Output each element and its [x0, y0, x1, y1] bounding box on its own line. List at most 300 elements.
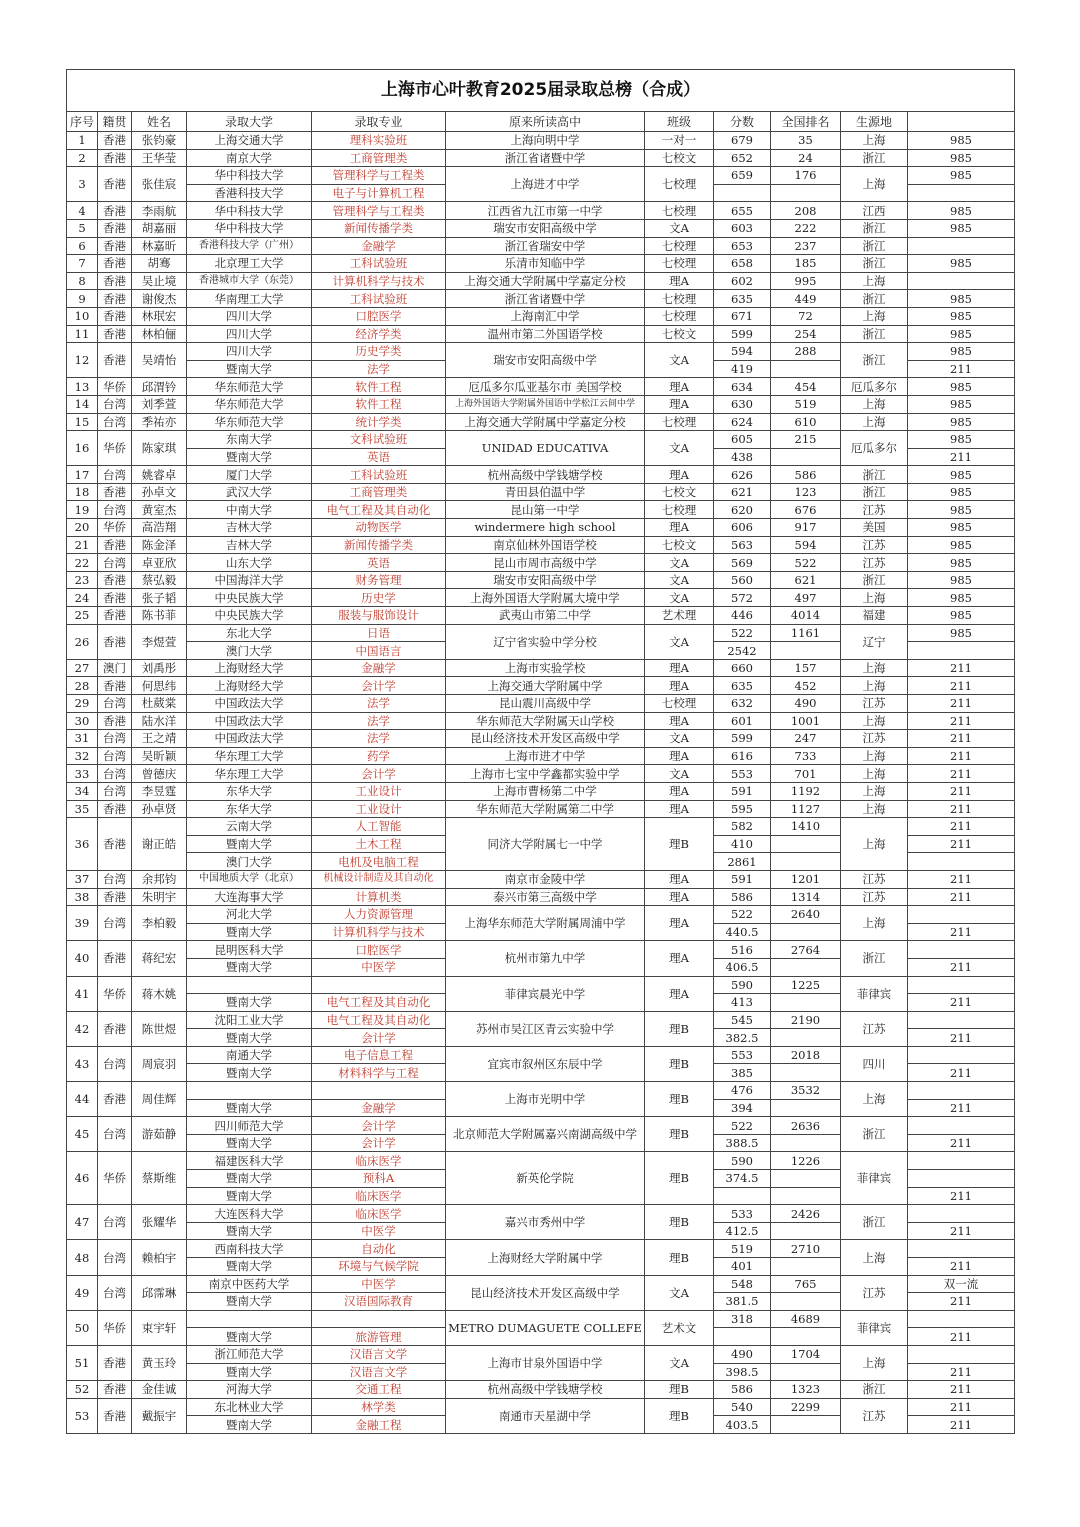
previous-high-school: 华东师范大学附属第二中学	[446, 800, 645, 818]
previous-high-school: 瑞安市安阳高级中学	[446, 343, 645, 378]
university-tier: 211	[908, 782, 1015, 800]
university-tier: 985	[908, 483, 1015, 501]
student-name: 蔡斯维	[132, 1152, 187, 1205]
student-name: 李煜萱	[132, 624, 187, 659]
source-region: 上海	[841, 906, 908, 941]
university-tier: 985	[908, 466, 1015, 484]
admitted-major	[312, 1082, 446, 1100]
university-tier	[908, 941, 1015, 959]
university-tier	[908, 1117, 1015, 1135]
score-value: 2861	[714, 853, 771, 871]
national-rank	[771, 642, 841, 660]
student-name: 高浩翔	[132, 519, 187, 537]
national-rank: 1314	[771, 888, 841, 906]
previous-high-school: 武夷山市第二中学	[446, 607, 645, 625]
class-type: 理A	[645, 800, 714, 818]
admitted-university: 暨南大学	[187, 923, 312, 941]
admitted-major: 会计学	[312, 677, 446, 695]
source-region: 上海	[841, 307, 908, 325]
student-name: 陈金泽	[132, 536, 187, 554]
admitted-major: 自动化	[312, 1240, 446, 1258]
record-origin: 台湾	[98, 1240, 132, 1275]
admitted-major: 动物医学	[312, 519, 446, 537]
record-origin: 香港	[98, 888, 132, 906]
score-value: 660	[714, 659, 771, 677]
record-origin: 台湾	[98, 501, 132, 519]
national-rank	[771, 1258, 841, 1276]
student-name: 林珉宏	[132, 307, 187, 325]
record-number: 18	[67, 483, 98, 501]
admitted-university: 四川大学	[187, 343, 312, 361]
previous-high-school: 青田县伯温中学	[446, 483, 645, 501]
source-region: 美国	[841, 519, 908, 537]
admitted-major: 电气工程及其自动化	[312, 501, 446, 519]
score-value: 440.5	[714, 923, 771, 941]
admitted-university: 暨南大学	[187, 1293, 312, 1311]
admitted-university: 暨南大学	[187, 1170, 312, 1188]
class-type: 文A	[645, 589, 714, 607]
student-name: 黄玉玲	[132, 1345, 187, 1380]
page-title: 上海市心叶教育2025届录取总榜（合成）	[66, 69, 1015, 111]
admitted-major: 工业设计	[312, 800, 446, 818]
admitted-university: 南京中医药大学	[187, 1275, 312, 1293]
table-row	[67, 906, 1015, 924]
admitted-major: 计算机科学与技术	[312, 272, 446, 290]
col-header-no: 序号	[67, 112, 98, 132]
table-row	[67, 607, 1015, 625]
university-tier: 211	[908, 712, 1015, 730]
record-origin: 香港	[98, 624, 132, 659]
table-row	[67, 536, 1015, 554]
score-value: 591	[714, 782, 771, 800]
national-rank	[771, 994, 841, 1012]
student-name: 张子韬	[132, 589, 187, 607]
score-value: 658	[714, 255, 771, 273]
score-value: 446	[714, 607, 771, 625]
table-row	[67, 431, 1015, 449]
record-origin: 香港	[98, 800, 132, 818]
source-region: 浙江	[841, 255, 908, 273]
university-tier: 211	[908, 1398, 1015, 1416]
admitted-major: 人工智能	[312, 818, 446, 836]
national-rank: 72	[771, 307, 841, 325]
col-header-major: 录取专业	[312, 112, 446, 132]
university-tier	[908, 906, 1015, 924]
national-rank: 497	[771, 589, 841, 607]
university-tier: 211	[908, 747, 1015, 765]
record-number: 48	[67, 1240, 98, 1275]
class-type: 文A	[645, 765, 714, 783]
national-rank: 676	[771, 501, 841, 519]
record-number: 25	[67, 607, 98, 625]
score-value: 595	[714, 800, 771, 818]
student-name: 谢俊杰	[132, 290, 187, 308]
national-rank: 917	[771, 519, 841, 537]
table-row	[67, 1205, 1015, 1223]
class-type: 理A	[645, 906, 714, 941]
admitted-university: 华中科技大学	[187, 219, 312, 237]
record-origin: 香港	[98, 290, 132, 308]
record-origin: 香港	[98, 712, 132, 730]
university-tier: 985	[908, 589, 1015, 607]
previous-high-school: 江西省九江市第一中学	[446, 202, 645, 220]
admitted-major: 计算机类	[312, 888, 446, 906]
admitted-major	[312, 1310, 446, 1328]
university-tier: 985	[908, 343, 1015, 361]
source-region: 浙江	[841, 237, 908, 255]
admitted-university: 华南理工大学	[187, 290, 312, 308]
national-rank: 586	[771, 466, 841, 484]
class-type: 文A	[645, 343, 714, 378]
header-row	[67, 112, 1015, 132]
university-tier: 985	[908, 536, 1015, 554]
record-origin: 香港	[98, 607, 132, 625]
student-name: 游茹静	[132, 1117, 187, 1152]
university-tier	[908, 1240, 1015, 1258]
previous-high-school: 瑞安市安阳高级中学	[446, 219, 645, 237]
score-value: 394	[714, 1099, 771, 1117]
record-number: 42	[67, 1011, 98, 1046]
score-value: 522	[714, 906, 771, 924]
national-rank: 1161	[771, 624, 841, 642]
class-type: 理A	[645, 712, 714, 730]
score-value: 599	[714, 325, 771, 343]
score-value: 318	[714, 1310, 771, 1328]
university-tier: 211	[908, 818, 1015, 836]
admitted-university: 暨南大学	[187, 994, 312, 1012]
national-rank: 222	[771, 219, 841, 237]
score-value: 560	[714, 571, 771, 589]
university-tier: 211	[908, 800, 1015, 818]
score-value: 385	[714, 1064, 771, 1082]
class-type: 七校理	[645, 307, 714, 325]
record-number: 2	[67, 149, 98, 167]
score-value	[714, 184, 771, 202]
national-rank: 519	[771, 395, 841, 413]
admitted-university: 武汉大学	[187, 483, 312, 501]
admitted-major: 历史学	[312, 589, 446, 607]
national-rank	[771, 1170, 841, 1188]
record-origin: 香港	[98, 536, 132, 554]
source-region: 江苏	[841, 554, 908, 572]
university-tier: 985	[908, 554, 1015, 572]
national-rank: 2299	[771, 1398, 841, 1416]
source-region: 江苏	[841, 695, 908, 713]
admitted-university: 香港科技大学（广州）	[187, 237, 312, 255]
score-value: 603	[714, 219, 771, 237]
university-tier: 985	[908, 607, 1015, 625]
record-number: 7	[67, 255, 98, 273]
national-rank	[771, 853, 841, 871]
record-origin: 台湾	[98, 782, 132, 800]
table-row	[67, 800, 1015, 818]
student-name: 王华莹	[132, 149, 187, 167]
admitted-university: 南通大学	[187, 1046, 312, 1064]
record-number: 4	[67, 202, 98, 220]
source-region: 江苏	[841, 1275, 908, 1310]
student-name: 胡骞	[132, 255, 187, 273]
admitted-major: 财务管理	[312, 571, 446, 589]
table-row	[67, 483, 1015, 501]
table-row	[67, 132, 1015, 150]
admitted-major: 药学	[312, 747, 446, 765]
admitted-university: 东南大学	[187, 431, 312, 449]
previous-high-school: 浙江省诸暨中学	[446, 149, 645, 167]
class-type: 理A	[645, 466, 714, 484]
national-rank	[771, 923, 841, 941]
previous-high-school: 杭州高级中学钱塘学校	[446, 1381, 645, 1399]
admitted-major	[312, 976, 446, 994]
score-value: 601	[714, 712, 771, 730]
admitted-major: 理科实验班	[312, 132, 446, 150]
record-number: 34	[67, 782, 98, 800]
score-value: 533	[714, 1205, 771, 1223]
student-name: 杜葳棠	[132, 695, 187, 713]
record-origin: 台湾	[98, 554, 132, 572]
admitted-major: 金融学	[312, 237, 446, 255]
table-row	[67, 695, 1015, 713]
university-tier: 211	[908, 1416, 1015, 1434]
previous-high-school: 上海市曹杨第二中学	[446, 782, 645, 800]
table-row	[67, 307, 1015, 325]
previous-high-school: 华东师范大学附属天山学校	[446, 712, 645, 730]
previous-high-school: UNIDAD EDUCATIVA	[446, 431, 645, 466]
source-region: 江苏	[841, 1398, 908, 1433]
admitted-university: 上海财经大学	[187, 659, 312, 677]
table-row	[67, 255, 1015, 273]
record-origin: 台湾	[98, 466, 132, 484]
national-rank: 701	[771, 765, 841, 783]
admitted-major: 会计学	[312, 1134, 446, 1152]
national-rank: 454	[771, 378, 841, 396]
class-type: 七校理	[645, 255, 714, 273]
previous-high-school: 上海财经大学附属中学	[446, 1240, 645, 1275]
admitted-university: 中央民族大学	[187, 607, 312, 625]
university-tier: 985	[908, 219, 1015, 237]
table-row	[67, 237, 1015, 255]
score-value: 490	[714, 1345, 771, 1363]
admitted-major: 工科试验班	[312, 466, 446, 484]
record-number: 41	[67, 976, 98, 1011]
class-type: 七校文	[645, 536, 714, 554]
class-type: 七校理	[645, 413, 714, 431]
admitted-major: 法学	[312, 695, 446, 713]
record-origin: 香港	[98, 483, 132, 501]
admitted-major: 软件工程	[312, 378, 446, 396]
table-row	[67, 1117, 1015, 1135]
university-tier	[908, 1205, 1015, 1223]
national-rank: 490	[771, 695, 841, 713]
admitted-major: 电气工程及其自动化	[312, 994, 446, 1012]
admitted-major: 电气工程及其自动化	[312, 1011, 446, 1029]
class-type: 理A	[645, 677, 714, 695]
national-rank: 1704	[771, 1345, 841, 1363]
student-name: 吴止境	[132, 272, 187, 290]
record-number: 14	[67, 395, 98, 413]
record-number: 13	[67, 378, 98, 396]
table-row	[67, 870, 1015, 888]
university-tier: 211	[908, 448, 1015, 466]
table-row	[67, 1381, 1015, 1399]
source-region: 上海	[841, 1082, 908, 1117]
admitted-university: 暨南大学	[187, 448, 312, 466]
record-origin: 香港	[98, 1345, 132, 1380]
student-name: 余邦钧	[132, 870, 187, 888]
source-region: 江苏	[841, 1011, 908, 1046]
previous-high-school: 上海市七宝中学鑫都实验中学	[446, 765, 645, 783]
previous-high-school: 昆山震川高级中学	[446, 695, 645, 713]
table-row	[67, 1398, 1015, 1416]
admitted-major: 工科试验班	[312, 290, 446, 308]
national-rank: 1410	[771, 818, 841, 836]
score-value: 679	[714, 132, 771, 150]
national-rank: 176	[771, 167, 841, 185]
admitted-major: 临床医学	[312, 1205, 446, 1223]
table-row	[67, 765, 1015, 783]
national-rank	[771, 1099, 841, 1117]
university-tier: 985	[908, 167, 1015, 185]
student-name: 黄室杰	[132, 501, 187, 519]
admitted-major: 交通工程	[312, 1381, 446, 1399]
class-type: 理A	[645, 941, 714, 976]
table-row	[67, 888, 1015, 906]
score-value: 540	[714, 1398, 771, 1416]
student-name: 周宸羽	[132, 1046, 187, 1081]
admitted-university	[187, 1310, 312, 1328]
previous-high-school: 南京仙林外国语学校	[446, 536, 645, 554]
source-region: 浙江	[841, 290, 908, 308]
admitted-major: 管理科学与工程类	[312, 167, 446, 185]
score-value: 545	[714, 1011, 771, 1029]
class-type: 理B	[645, 1117, 714, 1152]
source-region: 江苏	[841, 870, 908, 888]
admitted-major: 汉语言文学	[312, 1345, 446, 1363]
class-type: 文A	[645, 554, 714, 572]
class-type: 理A	[645, 976, 714, 1011]
table-row	[67, 466, 1015, 484]
university-tier: 985	[908, 431, 1015, 449]
national-rank: 2190	[771, 1011, 841, 1029]
previous-high-school: 上海市光明中学	[446, 1082, 645, 1117]
university-tier: 211	[908, 994, 1015, 1012]
table-row	[67, 659, 1015, 677]
source-region: 浙江	[841, 343, 908, 378]
record-number: 40	[67, 941, 98, 976]
admitted-university: 中国政法大学	[187, 730, 312, 748]
class-type: 理A	[645, 395, 714, 413]
admitted-major: 会计学	[312, 1117, 446, 1135]
previous-high-school: 上海向明中学	[446, 132, 645, 150]
source-region: 上海	[841, 659, 908, 677]
national-rank: 215	[771, 431, 841, 449]
admitted-university: 厦门大学	[187, 466, 312, 484]
class-type: 七校理	[645, 290, 714, 308]
score-value: 516	[714, 941, 771, 959]
class-type: 理A	[645, 659, 714, 677]
score-value: 634	[714, 378, 771, 396]
col-header-score: 分数	[714, 112, 771, 132]
admitted-university: 暨南大学	[187, 1258, 312, 1276]
previous-high-school: 温州市第二外国语学校	[446, 325, 645, 343]
student-name: 周佳辉	[132, 1082, 187, 1117]
admitted-major: 中医学	[312, 958, 446, 976]
table-row	[67, 343, 1015, 361]
national-rank	[771, 1029, 841, 1047]
previous-high-school: 嘉兴市秀州中学	[446, 1205, 645, 1240]
admitted-major: 人力资源管理	[312, 906, 446, 924]
table-row	[67, 571, 1015, 589]
student-name: 张耀华	[132, 1205, 187, 1240]
admitted-major: 新闻传播学类	[312, 219, 446, 237]
admitted-university: 河北大学	[187, 906, 312, 924]
national-rank: 1225	[771, 976, 841, 994]
university-tier: 985	[908, 132, 1015, 150]
source-region: 浙江	[841, 1381, 908, 1399]
score-value: 398.5	[714, 1363, 771, 1381]
national-rank	[771, 1363, 841, 1381]
previous-high-school: 上海交通大学附属中学	[446, 677, 645, 695]
admitted-major: 电机及电脑工程	[312, 853, 446, 871]
record-number: 46	[67, 1152, 98, 1205]
national-rank: 2764	[771, 941, 841, 959]
record-origin: 香港	[98, 132, 132, 150]
source-region: 浙江	[841, 571, 908, 589]
previous-high-school: windermere high school	[446, 519, 645, 537]
table-row	[67, 413, 1015, 431]
record-number: 28	[67, 677, 98, 695]
class-type: 理B	[645, 818, 714, 871]
score-value: 2542	[714, 642, 771, 660]
score-value: 599	[714, 730, 771, 748]
source-region: 上海	[841, 1345, 908, 1380]
admitted-major: 土木工程	[312, 835, 446, 853]
previous-high-school: 上海交通大学附属中学嘉定分校	[446, 272, 645, 290]
admitted-university: 暨南大学	[187, 1029, 312, 1047]
source-region: 厄瓜多尔	[841, 378, 908, 396]
admitted-major: 会计学	[312, 1029, 446, 1047]
source-region: 上海	[841, 747, 908, 765]
national-rank	[771, 1328, 841, 1346]
source-region: 浙江	[841, 1205, 908, 1240]
record-number: 38	[67, 888, 98, 906]
previous-high-school: 杭州高级中学钱塘学校	[446, 466, 645, 484]
university-tier: 211	[908, 1064, 1015, 1082]
university-tier: 211	[908, 835, 1015, 853]
class-type: 七校文	[645, 483, 714, 501]
national-rank: 237	[771, 237, 841, 255]
class-type: 理A	[645, 747, 714, 765]
admitted-university: 东华大学	[187, 782, 312, 800]
student-name: 王之靖	[132, 730, 187, 748]
score-value: 635	[714, 290, 771, 308]
student-name: 束宇轩	[132, 1310, 187, 1345]
admitted-major: 预科A	[312, 1170, 446, 1188]
previous-high-school: METRO DUMAGUETE COLLEFE	[446, 1310, 645, 1345]
admitted-university: 暨南大学	[187, 1328, 312, 1346]
student-name: 胡嘉丽	[132, 219, 187, 237]
previous-high-school: 宜宾市叙州区东辰中学	[446, 1046, 645, 1081]
record-number: 52	[67, 1381, 98, 1399]
national-rank	[771, 1134, 841, 1152]
record-number: 6	[67, 237, 98, 255]
university-tier: 211	[908, 360, 1015, 378]
record-number: 30	[67, 712, 98, 730]
national-rank	[771, 1187, 841, 1205]
student-name: 吴昕颖	[132, 747, 187, 765]
national-rank: 452	[771, 677, 841, 695]
university-tier: 211	[908, 1134, 1015, 1152]
admitted-major: 软件工程	[312, 395, 446, 413]
